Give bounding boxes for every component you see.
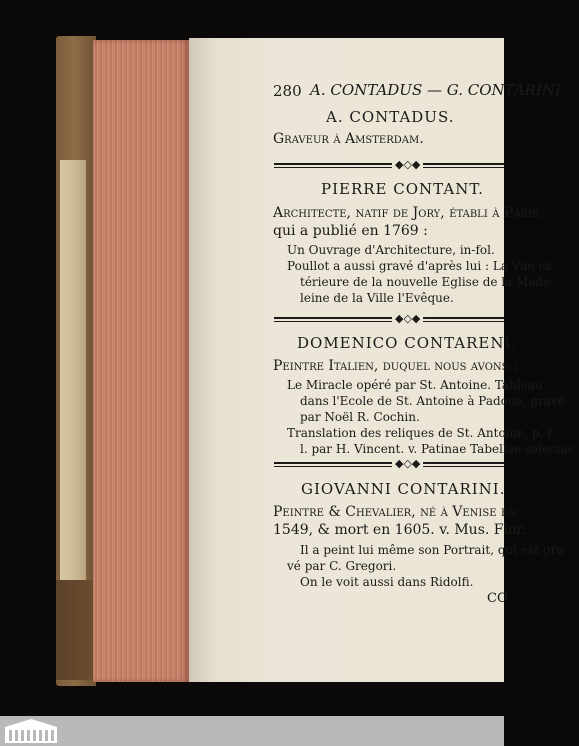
entry-heading-contareni: DOMENICO CONTARENI. (297, 334, 518, 352)
rule-ornament-icon: ◆◇◆ (392, 158, 423, 171)
entry-text-line: par Noël R. Cochin. (300, 410, 420, 424)
rule-ornament-icon: ◆◇◆ (392, 312, 423, 325)
entry-text-line: Peintre Italien, duquel nous avons : (273, 358, 518, 374)
book-page (189, 38, 579, 682)
ornamental-rule (274, 457, 504, 470)
cover-paper-strip (60, 160, 86, 580)
entry-text-line: l. par H. Vincent. v. Patinae Tabellae selectae. (300, 442, 579, 456)
entry-text-line: dans l'Ecole de St. Antoine à Padoue, gravé (300, 394, 565, 408)
viewer-footer-bar (0, 716, 504, 746)
entry-heading-contadus: A. CONTADUS. (326, 108, 455, 126)
running-title: A. CONTADUS — G. CONTARINI (310, 81, 561, 99)
entry-text-line: Translation des reliques de St. Antoine, p. f. (287, 426, 556, 440)
cover-worn-corner (56, 580, 96, 680)
entry-text-line: On le voit aussi dans Ridolfi. (300, 575, 474, 589)
catchword: CO (487, 591, 508, 606)
entry-text-line: vé par C. Gregori. (287, 559, 397, 573)
ornamental-rule (274, 158, 504, 171)
page-block-red-edge (93, 40, 189, 682)
entry-text-line: Poullot a aussi gravé d'après lui : La Vue ex- (287, 259, 557, 273)
ornamental-rule (274, 312, 504, 325)
page-number: 280 (273, 82, 302, 100)
entry-text-line: Graveur à Amsterdam. (273, 131, 424, 147)
library-building-logo-icon (4, 718, 58, 744)
entry-text-line: qui a publié en 1769 : (273, 223, 428, 239)
entry-text-line: leine de la Ville l'Evêque. (300, 291, 454, 305)
entry-text-line: térieure de la nouvelle Eglise de la Made- (300, 275, 555, 289)
entry-text-line: Architecte, natif de Jory, établi à Paris, (273, 205, 544, 221)
entry-text-line: Il a peint lui même son Portrait, qui est gra- (300, 543, 568, 557)
entry-heading-contant: PIERRE CONTANT. (321, 180, 484, 198)
entry-text-line: 1549, & mort en 1605. v. Mus. Flor. (273, 522, 527, 538)
rule-ornament-icon: ◆◇◆ (392, 457, 423, 470)
entry-text-line: Peintre & Chevalier, né à Venise en (273, 504, 518, 520)
entry-text-line: Un Ouvrage d'Architecture, in-fol. (287, 243, 495, 257)
entry-text-line: Le Miracle opéré par St. Antoine. Tableau (287, 378, 543, 392)
entry-heading-contarini: GIOVANNI CONTARINI. (301, 480, 506, 498)
